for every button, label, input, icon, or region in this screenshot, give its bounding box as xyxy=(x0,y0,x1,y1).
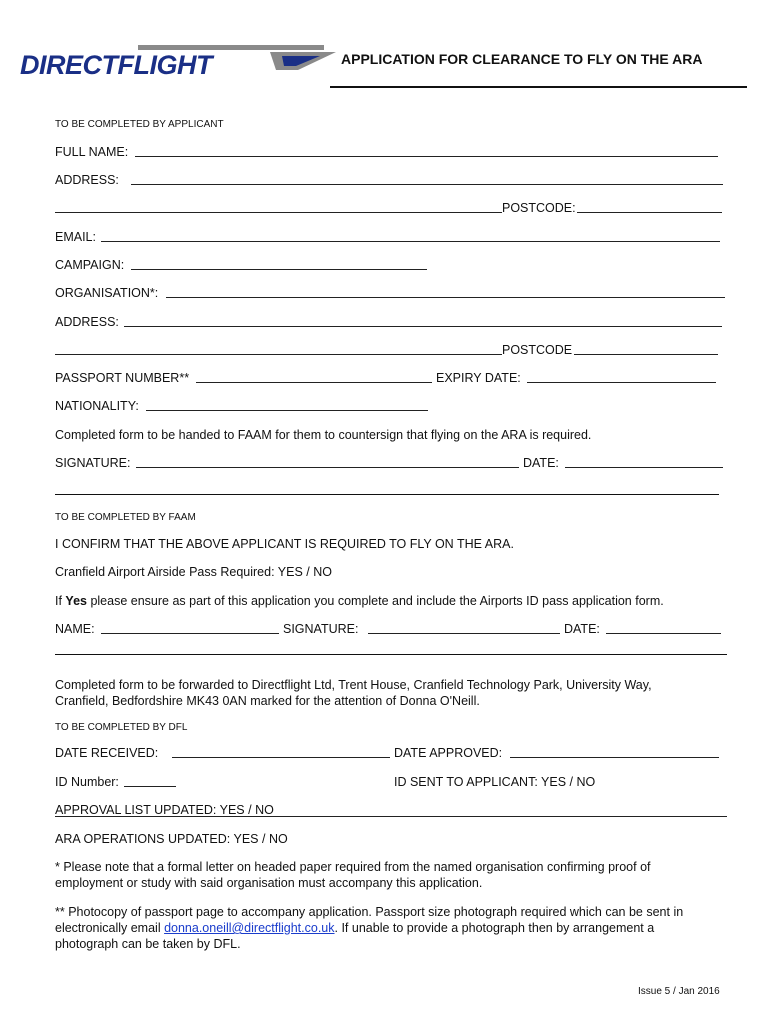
faam-section-label: TO BE COMPLETED BY FAAM xyxy=(55,512,196,523)
date-received-field[interactable] xyxy=(172,757,390,758)
campaign-field[interactable] xyxy=(131,269,427,270)
header-divider xyxy=(330,86,747,88)
address-label: ADDRESS: xyxy=(55,173,119,187)
applicant-date-field[interactable] xyxy=(565,467,723,468)
approval-list-underline xyxy=(55,816,727,817)
organisation-label: ORGANISATION*: xyxy=(55,286,159,300)
passport-label: PASSPORT NUMBER** xyxy=(55,371,190,385)
full-name-label: FULL NAME: xyxy=(55,145,129,159)
passport-field[interactable] xyxy=(196,382,432,383)
address-line2-field[interactable] xyxy=(55,212,502,213)
faam-signature-field[interactable] xyxy=(368,633,560,634)
forward-line-1: Completed form to be forwarded to Directflight Ltd, Trent House, Cranfield Technology Park, University Way, xyxy=(55,678,652,692)
faam-name-label: NAME: xyxy=(55,622,95,636)
faam-date-field[interactable] xyxy=(606,633,721,634)
applicant-section-label: TO BE COMPLETED BY APPLICANT xyxy=(55,119,224,130)
note-2-prefix: electronically email xyxy=(55,921,165,935)
nationality-field[interactable] xyxy=(146,410,428,411)
issue-footer: Issue 5 / Jan 2016 xyxy=(638,986,720,997)
countersign-note: Completed form to be handed to FAAM for them to countersign that flying on the ARA is required. xyxy=(55,428,592,442)
date-received-label: DATE RECEIVED: xyxy=(55,746,159,760)
applicant-date-label: DATE: xyxy=(523,456,559,470)
section-divider-1 xyxy=(55,494,719,495)
expiry-field[interactable] xyxy=(527,382,716,383)
email-label: EMAIL: xyxy=(55,230,96,244)
faam-confirm-text: I CONFIRM THAT THE ABOVE APPLICANT IS REQUIRED TO FLY ON THE ARA. xyxy=(55,537,514,551)
forward-line-2: Cranfield, Bedfordshire MK43 0AN marked for the attention of Donna O'Neill. xyxy=(55,694,480,708)
faam-date-label: DATE: xyxy=(564,622,600,636)
date-approved-field[interactable] xyxy=(510,757,719,758)
if-rest: please ensure as part of this application you complete and include the Airports ID pass application form. xyxy=(86,594,664,608)
email-field[interactable] xyxy=(101,241,720,242)
id-pass-instruction xyxy=(55,594,664,608)
logo-tail-icon xyxy=(268,50,338,72)
postcode-label: POSTCODE: xyxy=(502,201,576,215)
org-postcode-field[interactable] xyxy=(574,354,718,355)
organisation-field[interactable] xyxy=(166,297,725,298)
org-postcode-label: POSTCODE xyxy=(502,343,573,357)
applicant-signature-field[interactable] xyxy=(136,467,519,468)
faam-signature-label: SIGNATURE: xyxy=(283,622,359,636)
id-number-label: ID Number: xyxy=(55,775,119,789)
id-sent-text: ID SENT TO APPLICANT: YES / NO xyxy=(394,775,596,789)
approval-list-text: APPROVAL LIST UPDATED: YES / NO xyxy=(55,803,274,817)
directflight-logo xyxy=(18,44,328,82)
id-number-field[interactable] xyxy=(124,786,176,787)
note-1-line-1: * Please note that a formal letter on headed paper required from the named organisation confirming proof of xyxy=(55,860,651,874)
note-2-line-1: ** Photocopy of passport page to accompany application. Passport size photograph required which can be sent in xyxy=(55,905,684,919)
faam-name-field[interactable] xyxy=(101,633,279,634)
email-link[interactable]: donna.oneill@directflight.co.uk xyxy=(164,921,335,935)
date-approved-label: DATE APPROVED: xyxy=(394,746,503,760)
applicant-signature-label: SIGNATURE: xyxy=(55,456,131,470)
note-2-line-3: photograph can be taken by DFL. xyxy=(55,937,241,951)
ara-operations-text: ARA OPERATIONS UPDATED: YES / NO xyxy=(55,832,288,846)
if-prefix: If xyxy=(55,594,66,608)
note-2-line-2 xyxy=(55,921,654,935)
postcode-field[interactable] xyxy=(577,212,722,213)
org-address-line2-field[interactable] xyxy=(55,354,502,355)
dfl-section-label: TO BE COMPLETED BY DFL xyxy=(55,722,188,733)
campaign-label: CAMPAIGN: xyxy=(55,258,125,272)
note-2-suffix: . If unable to provide a photograph then by arrangement a xyxy=(334,921,655,935)
full-name-field[interactable] xyxy=(135,156,718,157)
if-yes-bold: Yes xyxy=(65,594,87,608)
org-address-label: ADDRESS: xyxy=(55,315,119,329)
org-address-field[interactable] xyxy=(124,326,722,327)
nationality-label: NATIONALITY: xyxy=(55,399,139,413)
address-field[interactable] xyxy=(131,184,723,185)
airside-pass-text: Cranfield Airport Airside Pass Required: YES / NO xyxy=(55,565,332,579)
page-title: APPLICATION FOR CLEARANCE TO FLY ON THE ARA xyxy=(341,51,703,67)
expiry-label: EXPIRY DATE: xyxy=(436,371,521,385)
section-divider-2 xyxy=(55,654,727,655)
note-1-line-2: employment or study with said organisation must accompany this application. xyxy=(55,876,483,890)
logo-wordmark: DIRECTFLIGHT xyxy=(20,50,212,80)
